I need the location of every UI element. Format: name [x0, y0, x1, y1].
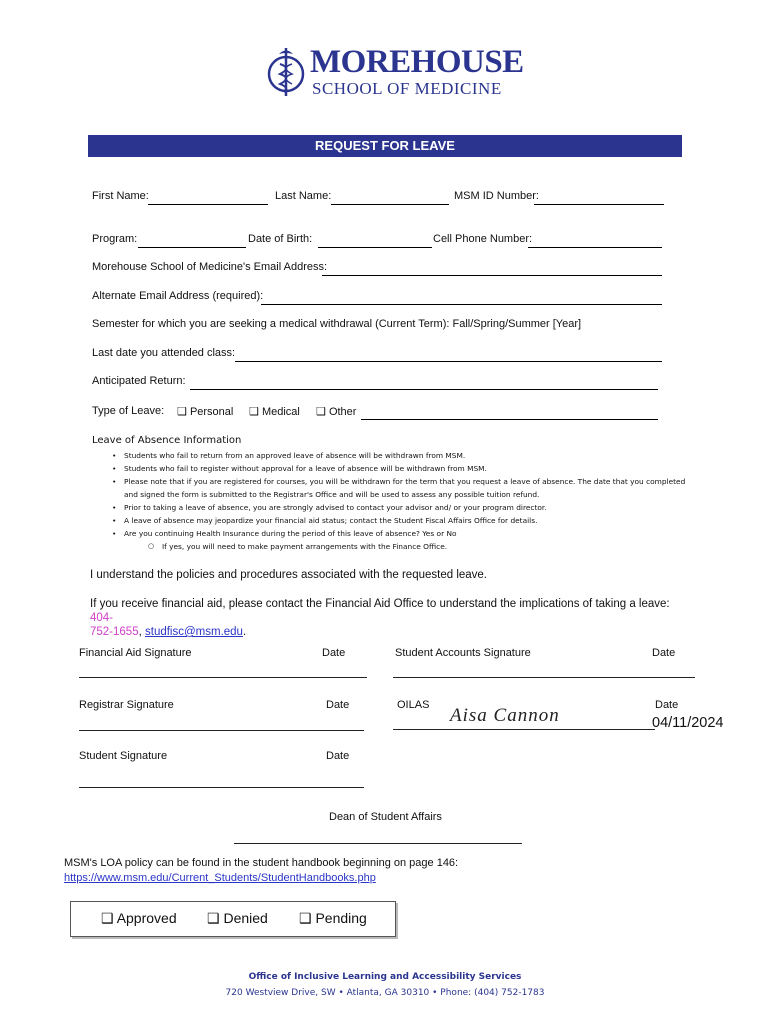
program-field[interactable] — [138, 235, 246, 248]
list-item: • A leave of absence may jeopardize your financial aid status; contact the Student Fiscal Affairs Office for details. — [112, 514, 712, 527]
oilas-signed-date: 04/11/2024 — [652, 715, 724, 731]
registrar-signature-label: Registrar Signature — [79, 699, 174, 711]
logo-wordmark: MOREHOUSE — [310, 44, 524, 80]
decision-box — [70, 901, 396, 937]
info-heading: Leave of Absence Information — [92, 435, 242, 446]
dob-field[interactable] — [318, 235, 432, 248]
financial-aid-phone-part1[interactable]: 404- — [90, 612, 114, 624]
policy-text: MSM's LOA policy can be found in the student handbook beginning on page 146: — [64, 857, 459, 869]
first-name-label: First Name: — [92, 190, 149, 202]
list-item: • Please note that if you are registered for courses, you will be withdrawn for the term that you request a leave of absence. The date that you completed and signed the form is submitted to the Registrar's Office and will be used to assess any possible tuition refund. — [112, 475, 712, 501]
oilas-handwritten-signature: Aisa Cannon — [450, 705, 560, 726]
checkbox-icon[interactable]: ❑ — [299, 910, 312, 926]
student-accounts-signature-label: Student Accounts Signature — [395, 647, 531, 659]
understand-statement: I understand the policies and procedures associated with the requested leave. — [90, 569, 488, 581]
date-label: Date — [326, 750, 350, 762]
caduceus-emblem-icon — [262, 44, 310, 100]
student-signature-line[interactable] — [79, 787, 364, 788]
footer-address: 720 Westview Drive, SW • Atlanta, GA 30310 • Phone: (404) 752-1783 — [225, 988, 545, 998]
other-option[interactable] — [316, 405, 356, 418]
alt-email-field[interactable] — [261, 292, 662, 305]
type-of-leave-label: Type of Leave: — [92, 405, 165, 417]
last-name-field[interactable] — [331, 192, 449, 205]
pending-option-label: Pending — [315, 910, 367, 926]
financial-aid-signature-line[interactable] — [79, 677, 367, 678]
financial-aid-text: If you receive financial aid, please contact the Financial Aid Office to understand the implications of taking a leave: — [90, 598, 670, 610]
list-item: ○ If yes, you will need to make payment arrangements with the Finance Office. — [112, 540, 712, 553]
policy-link[interactable]: https://www.msm.edu/Current_Students/StudentHandbooks.php — [64, 872, 376, 884]
last-date-field[interactable] — [235, 349, 662, 362]
info-bullet-list — [112, 449, 712, 553]
semester-text: Semester for which you are seeking a medical withdrawal (Current Term): Fall/Spring/Summer [Year] — [92, 318, 582, 330]
msm-id-label: MSM ID Number: — [454, 190, 539, 202]
list-item: • Are you continuing Health Insurance during the period of this leave of absence? Yes or No — [112, 527, 712, 540]
date-label: Date — [652, 647, 676, 659]
dean-signature-label: Dean of Student Affairs — [329, 811, 442, 823]
form-title-banner: REQUEST FOR LEAVE — [88, 135, 682, 157]
student-accounts-signature-line[interactable] — [393, 677, 695, 678]
checkbox-icon[interactable]: ❑ — [101, 910, 114, 926]
msm-id-field[interactable] — [534, 192, 664, 205]
program-label: Program: — [92, 233, 138, 245]
cell-phone-field[interactable] — [528, 235, 662, 248]
financial-aid-phone-part2[interactable]: 752-1655 — [90, 626, 139, 638]
anticipated-return-label: Anticipated Return: — [92, 375, 186, 387]
medical-option-label: Medical — [261, 406, 300, 418]
last-name-label: Last Name: — [275, 190, 332, 202]
date-label: Date — [322, 647, 346, 659]
checkbox-icon[interactable]: ❑ — [316, 406, 326, 418]
logo-subtitle: SCHOOL OF MEDICINE — [312, 79, 502, 98]
footer-office: Office of Inclusive Learning and Accessibility Services — [248, 972, 522, 982]
checkbox-icon[interactable]: ❑ — [177, 406, 187, 418]
financial-aid-email-link[interactable]: studfisc@msm.edu — [145, 626, 243, 638]
medical-option[interactable] — [249, 405, 300, 418]
other-option-label: Other — [328, 406, 357, 418]
date-label: Date — [655, 699, 679, 711]
checkbox-icon[interactable]: ❑ — [207, 910, 220, 926]
dean-signature-line[interactable] — [234, 843, 522, 844]
last-date-label: Last date you attended class: — [92, 347, 236, 359]
financial-aid-paragraph: If you receive financial aid, please contact the Financial Aid Office to understand the implications of taking a leave: 404- 752-1655, studfisc@msm.edu. — [90, 598, 670, 638]
denied-option[interactable] — [207, 910, 268, 927]
student-signature-label: Student Signature — [79, 750, 168, 762]
dob-label: Date of Birth: — [248, 233, 313, 245]
msm-email-label: Morehouse School of Medicine's Email Address: — [92, 261, 328, 273]
alt-email-label: Alternate Email Address (required): — [92, 290, 264, 302]
registrar-signature-line[interactable] — [79, 730, 364, 731]
logo — [262, 44, 524, 100]
list-item: • Students who fail to return from an approved leave of absence will be withdrawn from MSM. — [112, 449, 712, 462]
personal-option[interactable] — [177, 405, 233, 418]
approved-option-label: Approved — [116, 910, 177, 926]
cell-phone-label: Cell Phone Number: — [433, 233, 533, 245]
other-leave-field[interactable] — [361, 407, 658, 420]
oilas-signature-label: OILAS — [397, 699, 430, 711]
denied-option-label: Denied — [223, 910, 268, 926]
list-item: • Students who fail to register without approval for a leave of absence will be withdrawn from MSM. — [112, 462, 712, 475]
first-name-field[interactable] — [148, 192, 268, 205]
date-label: Date — [326, 699, 350, 711]
oilas-signature-line[interactable] — [393, 729, 655, 730]
list-item: • Prior to taking a leave of absence, you are strongly advised to contact your advisor and/ or your program director. — [112, 501, 712, 514]
checkbox-icon[interactable]: ❑ — [249, 406, 259, 418]
financial-aid-signature-label: Financial Aid Signature — [79, 647, 192, 659]
approved-option[interactable] — [101, 910, 177, 927]
personal-option-label: Personal — [189, 406, 234, 418]
msm-email-field[interactable] — [322, 263, 662, 276]
pending-option[interactable] — [299, 910, 367, 927]
anticipated-return-field[interactable] — [190, 377, 658, 390]
